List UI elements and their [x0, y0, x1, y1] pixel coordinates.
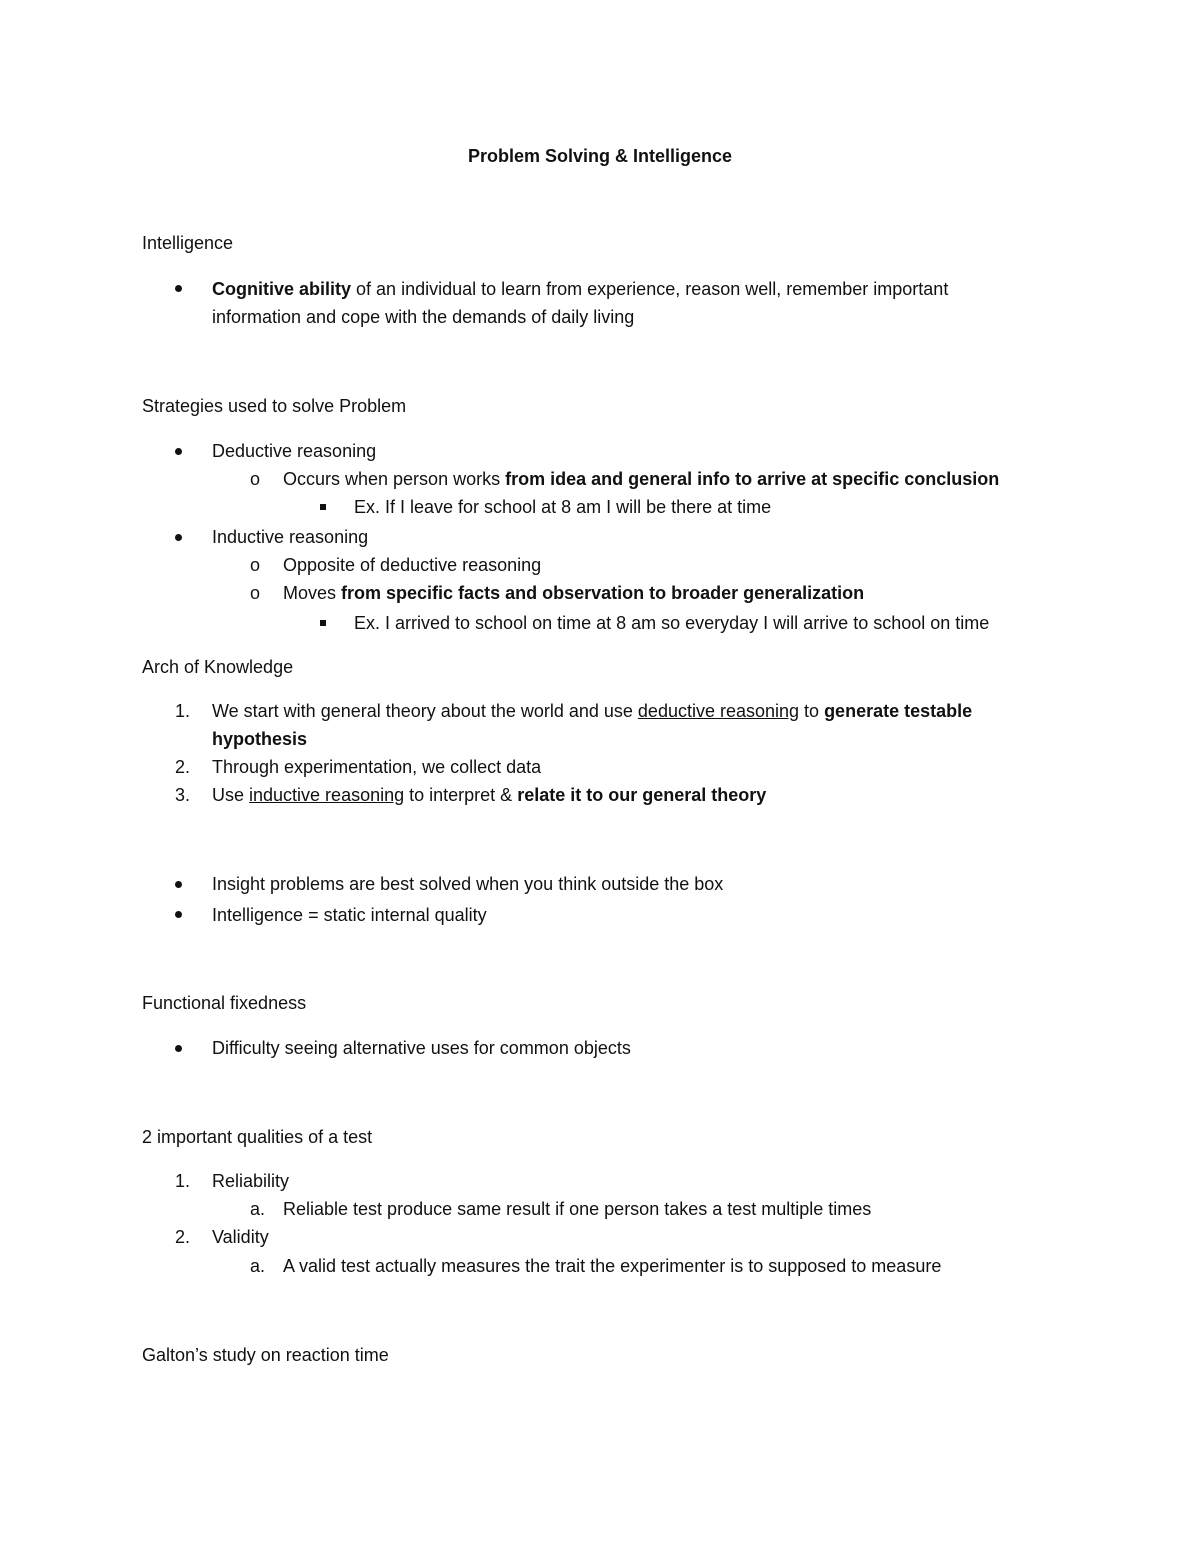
- inductive-description: [283, 582, 864, 604]
- intelligence-definition-line1: [212, 278, 948, 300]
- sub-bullet-marker: o: [250, 583, 261, 603]
- section-heading-galton: Galton’s study on reaction time: [142, 1345, 389, 1365]
- arch-step-2: Through experimentation, we collect data: [212, 757, 542, 777]
- arch-step-1: [212, 700, 972, 722]
- text-span: Occurs when person works: [283, 469, 506, 489]
- underlined-text: inductive reasoning: [249, 785, 405, 805]
- deductive-example: Ex. If I leave for school at 8 am I will be there at time: [354, 497, 772, 517]
- sub-list-marker: a.: [250, 1199, 266, 1219]
- bullet-dot: [175, 1045, 182, 1052]
- list-number: 3.: [175, 785, 191, 805]
- text-span: to: [799, 701, 825, 721]
- text-span: Moves: [283, 583, 342, 603]
- sub-bullet-marker: o: [250, 555, 261, 575]
- bold-text: relate it to our general theory: [517, 785, 767, 805]
- functional-definition: Difficulty seeing alternative uses for common objects: [212, 1038, 631, 1058]
- bold-text: from specific facts and observation to broader generalization: [341, 583, 865, 603]
- validity-definition: A valid test actually measures the trait the experimenter is to supposed to measure: [283, 1256, 942, 1276]
- bold-text: Cognitive ability: [212, 279, 352, 299]
- list-number: 2.: [175, 757, 191, 777]
- deductive-reasoning-item: Deductive reasoning: [212, 441, 377, 461]
- section-heading-functional: Functional fixedness: [142, 993, 307, 1013]
- list-number: 2.: [175, 1227, 191, 1247]
- section-heading-arch: Arch of Knowledge: [142, 657, 294, 677]
- underlined-text: deductive reasoning: [637, 701, 800, 721]
- arch-step-1-line2: hypothesis: [212, 729, 308, 749]
- page-title: Problem Solving & Intelligence: [467, 146, 733, 166]
- square-bullet: [320, 504, 326, 510]
- bullet-dot: [175, 448, 182, 455]
- text-span: of an individual to learn from experience, reason well, remember important: [351, 279, 949, 299]
- sub-list-marker: a.: [250, 1256, 266, 1276]
- section-heading-intelligence: Intelligence: [142, 233, 234, 253]
- arch-step-3: [212, 784, 766, 806]
- bullet-dot: [175, 285, 182, 292]
- section-heading-strategies: Strategies used to solve Problem: [142, 396, 407, 416]
- square-bullet: [320, 620, 326, 626]
- bullet-dot: [175, 881, 182, 888]
- bold-text: generate testable: [824, 701, 973, 721]
- validity-item: Validity: [212, 1227, 269, 1247]
- text-span: Use: [212, 785, 250, 805]
- section-heading-qualities: 2 important qualities of a test: [142, 1127, 373, 1147]
- reliability-item: Reliability: [212, 1171, 290, 1191]
- sub-bullet-marker: o: [250, 469, 261, 489]
- inductive-example: Ex. I arrived to school on time at 8 am so everyday I will arrive to school on time: [354, 613, 990, 633]
- bullet-dot: [175, 911, 182, 918]
- bold-text: from idea and general info to arrive at specific conclusion: [505, 469, 1000, 489]
- intelligence-definition-line2: information and cope with the demands of daily living: [212, 307, 635, 327]
- inductive-opposite: Opposite of deductive reasoning: [283, 555, 542, 575]
- inductive-reasoning-item: Inductive reasoning: [212, 527, 369, 547]
- bullet-dot: [175, 534, 182, 541]
- text-span: to interpret &: [404, 785, 518, 805]
- list-number: 1.: [175, 701, 191, 721]
- intelligence-static-item: Intelligence = static internal quality: [212, 905, 487, 925]
- list-number: 1.: [175, 1171, 191, 1191]
- reliability-definition: Reliable test produce same result if one person takes a test multiple times: [283, 1199, 872, 1219]
- text-span: We start with general theory about the world and use: [212, 701, 638, 721]
- insight-problems-item: Insight problems are best solved when you think outside the box: [212, 874, 724, 894]
- deductive-description: [283, 468, 999, 490]
